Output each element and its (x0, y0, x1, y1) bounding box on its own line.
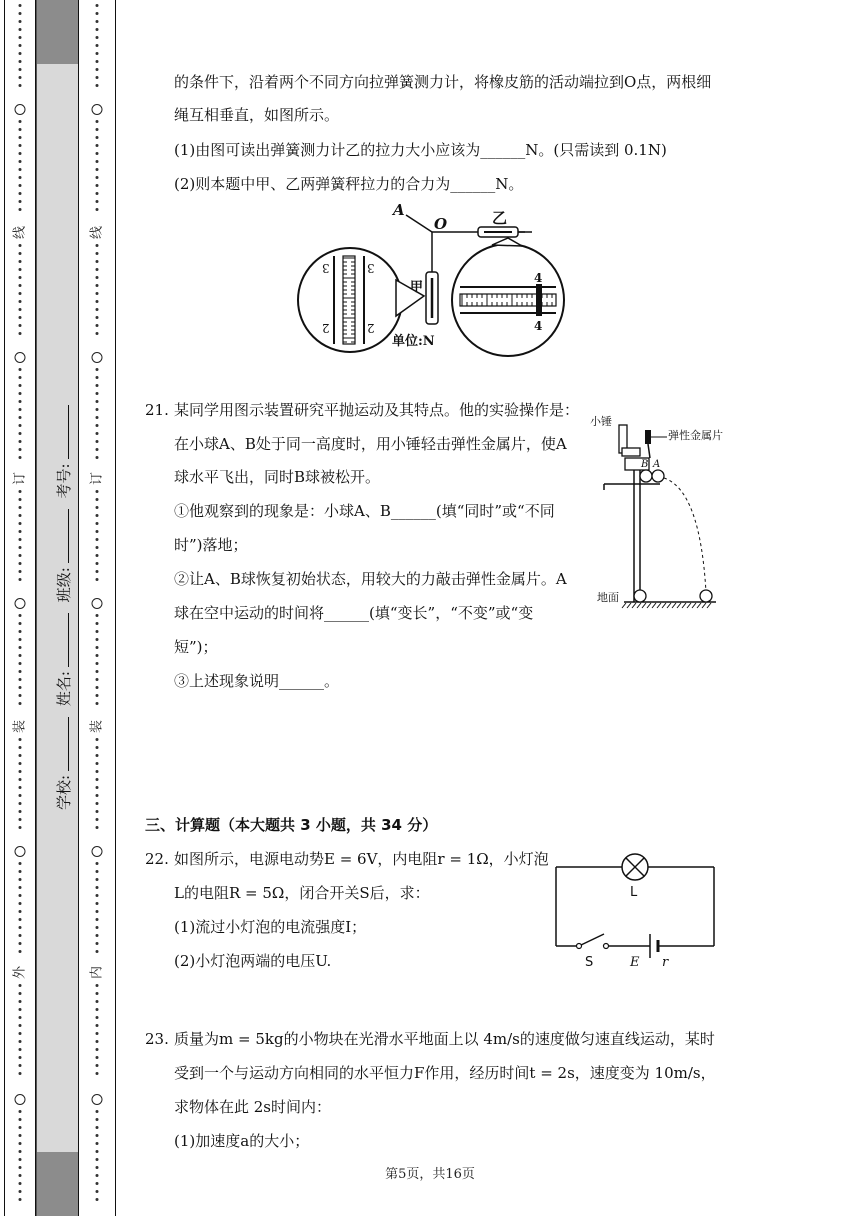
q21-label-B: B (641, 459, 649, 470)
q22-number: 22. (145, 850, 169, 868)
q21-line1: 某同学用图示装置研究平抛运动及其特点。他的实验操作是： (174, 401, 580, 419)
q21-line3: 球水平飞出，同时B球被松开。 (174, 468, 381, 486)
inner-label-1: 订 (89, 471, 105, 486)
q21-line7: 球在空中运动的时间将______(填“变长”，“不变”或“变 (174, 604, 534, 622)
q21-label-ground: 地面 (597, 591, 619, 604)
q20-label-yi: 乙 (492, 209, 508, 227)
q20-label-O: O (434, 215, 448, 233)
q21-number: 21. (145, 401, 169, 419)
q20-label-A: A (393, 201, 405, 219)
q23-number: 23. (145, 1030, 169, 1048)
inner-label-2: 装 (89, 719, 105, 734)
q23-line3: 求物体在此 2s时间内： (174, 1098, 332, 1116)
q20-label-jia: 甲 (410, 280, 424, 295)
q22-label-r: r (662, 955, 669, 970)
q21-label-A: A (653, 459, 661, 470)
q22-line2: L的电阻R = 5Ω，闭合开关S后，求： (174, 884, 430, 902)
q22-label-S: S (585, 955, 594, 970)
class-label: 班级: (55, 567, 73, 603)
q20-right-scale-bot: 4 (534, 319, 543, 333)
exam-number-label: 考号: (55, 463, 73, 499)
q23-line1: 质量为m = 5kg的小物块在光滑水平地面上以 4m/s的速度做匀速直线运动，某时 (174, 1030, 715, 1048)
q20-unit-label: 单位:N (392, 334, 435, 349)
q21-line5: 时”)落地； (174, 536, 248, 554)
outer-label-1: 订 (12, 471, 28, 486)
q21-line8: 短”)； (174, 638, 218, 656)
q22-label-E: E (630, 955, 640, 970)
outer-label-2: 装 (12, 719, 28, 734)
school-label: 学校: (55, 774, 73, 810)
inner-label-3: 内 (89, 965, 105, 980)
q21-line2: 在小球A、B处于同一高度时，用小锤轻击弹性金属片，使A (174, 435, 567, 453)
q20-sub2: (2)则本题中甲、乙两弹簧秤拉力的合力为______N。 (174, 175, 524, 193)
q22-line1: 如图所示，电源电动势E = 6V，内电阻r = 1Ω，小灯泡 (174, 850, 549, 868)
q21-label-hammer: 小锤 (590, 415, 612, 428)
outer-label-0: 线 (12, 225, 28, 240)
q21-line9: ③上述现象说明______。 (174, 672, 340, 690)
q21-line6: ②让A、B球恢复初始状态，用较大的力敲击弹性金属片。A (174, 570, 567, 588)
q20-line2: 绳互相垂直，如图所示。 (174, 106, 340, 124)
q23-line2: 受到一个与运动方向相同的水平恒力F作用，经历时间t = 2s，速度变为 10m/s， (174, 1064, 716, 1082)
q20-left-scale-top-r: 3 (367, 261, 375, 275)
q20-line1: 的条件下，沿着两个不同方向拉弹簧测力计，将橡皮筋的活动端拉到O点，两根细 (174, 73, 712, 91)
inner-label-0: 线 (89, 225, 105, 240)
q21-line4: ①他观察到的现象是：小球A、B______(填“同时”或“不同 (174, 502, 555, 520)
q20-right-scale-top: 4 (534, 271, 543, 285)
q23-sub1: (1)加速度a的大小； (174, 1132, 310, 1150)
q20-sub1: (1)由图可读出弹簧测力计乙的拉力大小应该为______N。(只需读到 0.1N) (174, 141, 667, 159)
page-footer: 第5页，共16页 (385, 1167, 475, 1182)
q20-left-scale-bot-r: 2 (367, 321, 375, 335)
q22-sub2: (2)小灯泡两端的电压U. (174, 952, 332, 970)
q21-label-plate: 弹性金属片 (668, 429, 723, 442)
q20-left-scale-bot: 2 (322, 321, 330, 335)
q20-left-scale-top: 3 (322, 261, 330, 275)
section-3-title: 三、计算题（本大题共 3 小题，共 34 分） (145, 816, 438, 834)
q22-sub1: (1)流过小灯泡的电流强度I； (174, 918, 367, 936)
name-label: 姓名: (55, 671, 73, 707)
outer-label-3: 外 (12, 965, 28, 980)
q22-label-L: L (630, 885, 638, 900)
